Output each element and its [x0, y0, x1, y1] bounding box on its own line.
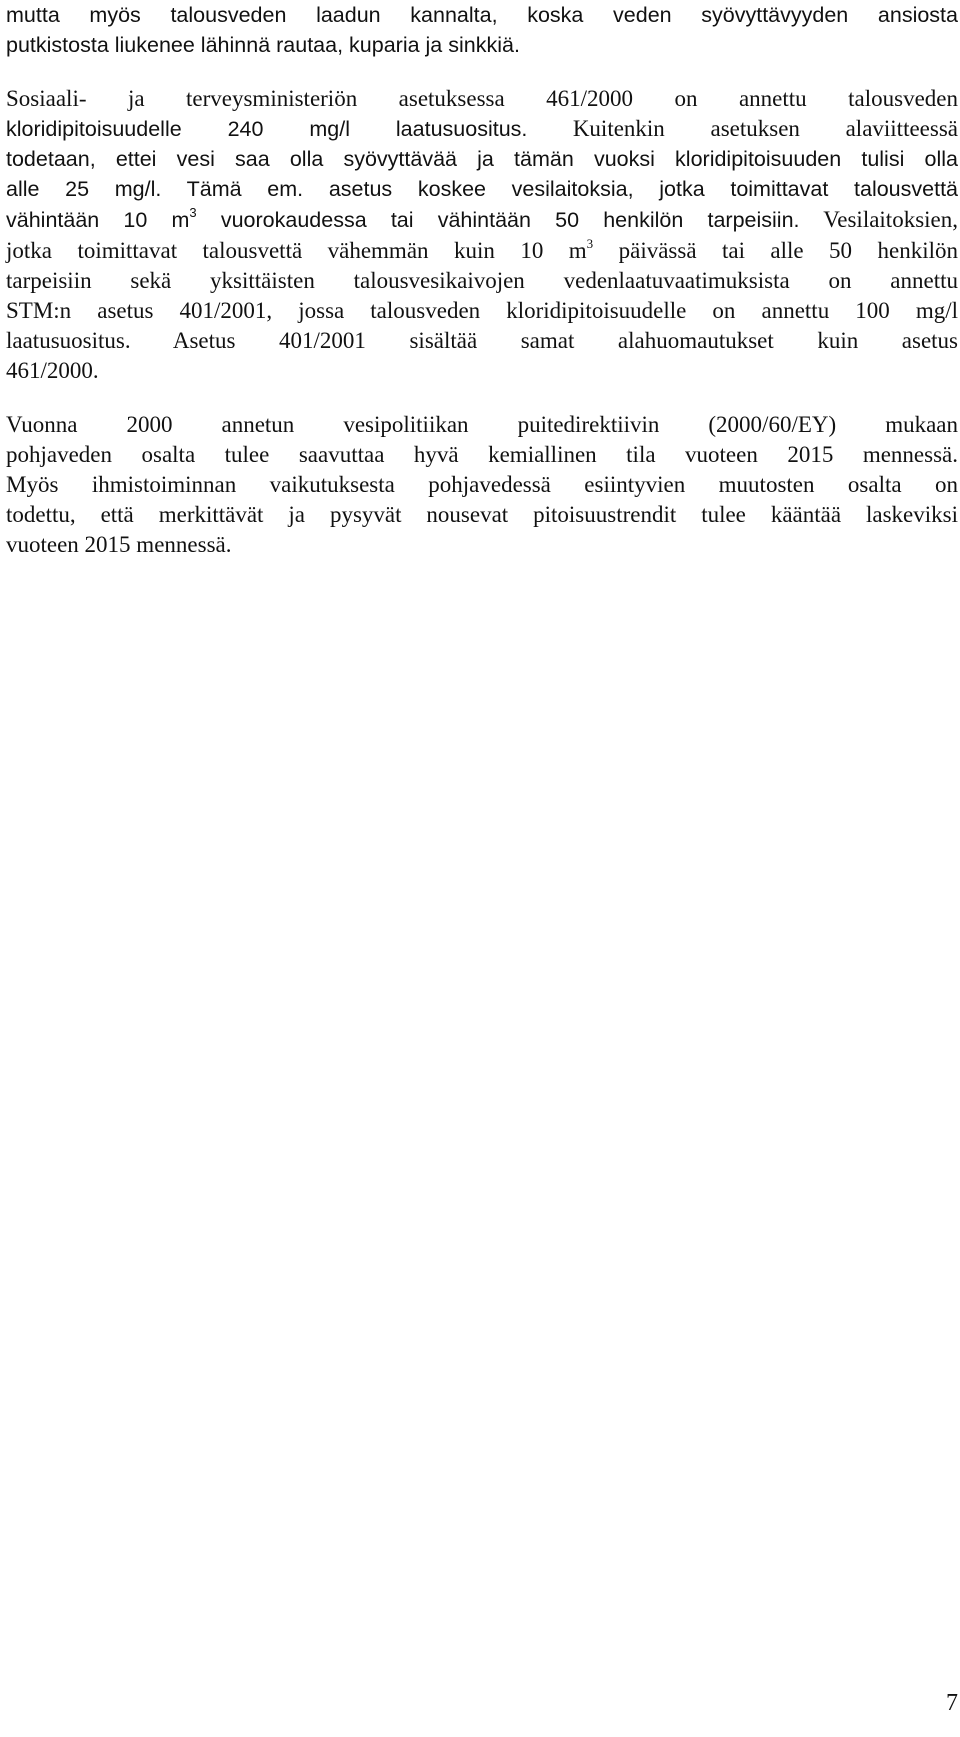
paragraph-2-line-6: [6, 236, 958, 266]
paragraph-1-line-1: mutta myös talousveden laadun kannalta, koska veden syövyttävyyden ansiosta: [6, 3, 958, 27]
line-5-text-b: vuorokaudessa tai vähintään 50 henkilön tarpeisiin.: [196, 208, 800, 232]
paragraph-2-line-8: STM:n asetus 401/2001, jossa talousveden kloridipitoisuudelle on annettu 100 mg/l: [6, 298, 958, 323]
line-6-text-a: jotka toimittavat talousvettä vähemmän kuin 10 m: [6, 238, 587, 263]
paragraph-2-line-3: todetaan, ettei vesi saa olla syövyttävää ja tämän vuoksi kloridipitoisuuden tulisi olla: [6, 147, 958, 171]
paragraph-2-line-2-part-a: kloridipitoisuudelle 240 mg/l laatusuositus.: [6, 117, 528, 141]
paragraph-2-line-10: 461/2000.: [6, 358, 99, 383]
superscript-cubic: 3: [586, 236, 594, 251]
paragraph-2-line-1: Sosiaali- ja terveysministeriön asetuksessa 461/2000 on annettu talousveden: [6, 86, 958, 111]
paragraph-3-line-2: pohjaveden osalta tulee saavuttaa hyvä kemiallinen tila vuoteen 2015 mennessä.: [6, 442, 958, 467]
superscript-cubic: 3: [189, 205, 197, 220]
paragraph-3-line-3: Myös ihmistoiminnan vaikutuksesta pohjavedessä esiintyvien muutosten osalta on: [6, 472, 958, 497]
paragraph-2-line-2-part-b: Kuitenkin asetuksen alaviitteessä: [572, 116, 958, 141]
page-number: 7: [946, 1690, 958, 1716]
paragraph-2-line-5-part-a: [6, 205, 800, 232]
line-5-text-a: vähintään 10 m: [6, 208, 190, 232]
paragraph-3-line-5: vuoteen 2015 mennessä.: [6, 532, 232, 557]
paragraph-2-line-4: alle 25 mg/l. Tämä em. asetus koskee vesilaitoksia, jotka toimittavat talousvettä: [6, 177, 958, 201]
paragraph-2-line-5-part-c: Vesilaitoksien,: [823, 207, 958, 232]
paragraph-1-line-2: putkistosta liukenee lähinnä rautaa, kuparia ja sinkkiä.: [6, 33, 520, 57]
paragraph-2-line-9: laatusuositus. Asetus 401/2001 sisältää samat alahuomautukset kuin asetus: [6, 328, 958, 353]
paragraph-2-line-5: [6, 205, 958, 235]
paragraph-3-line-1: Vuonna 2000 annetun vesipolitiikan puitedirektiivin (2000/60/EY) mukaan: [6, 412, 958, 437]
paragraph-2-line-2: [6, 114, 958, 144]
paragraph-3-line-4: todettu, että merkittävät ja pysyvät nousevat pitoisuustrendit tulee kääntää laskeviksi: [6, 502, 958, 527]
paragraph-2-line-7: tarpeisiin sekä yksittäisten talousvesikaivojen vedenlaatuvaatimuksista on annettu: [6, 268, 958, 293]
line-6-text-b: päivässä tai alle 50 henkilön: [593, 238, 958, 263]
